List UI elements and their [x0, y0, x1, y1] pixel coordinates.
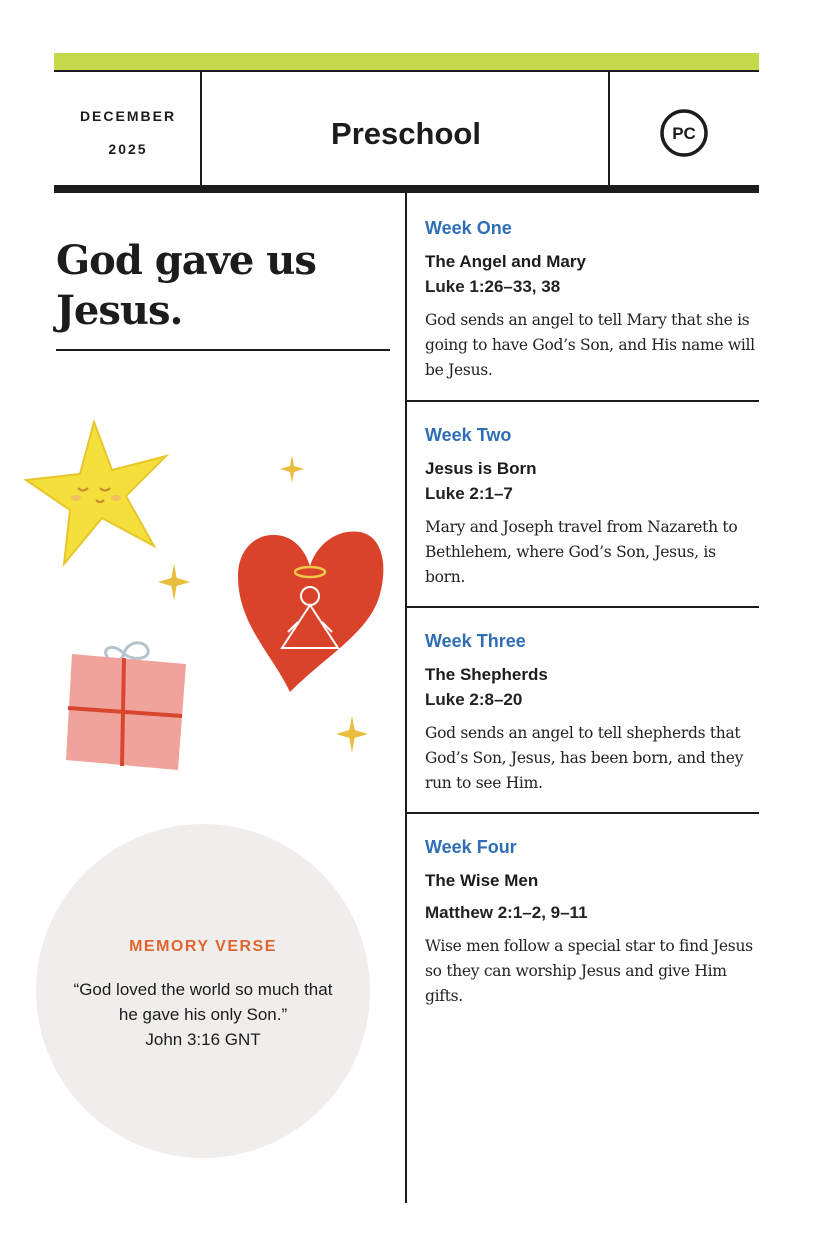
week-label: Week Four	[425, 837, 517, 857]
week-label: Week Three	[425, 631, 526, 651]
week-description: God sends an angel to tell shepherds that God’s Son, Jesus, has been born, and they run to see Him.	[425, 724, 744, 792]
header-rule	[54, 185, 759, 193]
week-title: Jesus is Born	[425, 459, 537, 478]
week-description: Wise men follow a special star to find Jesus so they can worship Jesus and give Him gifts.	[425, 937, 753, 1005]
memory-verse-quote: “God loved the world so much that he gave his only Son.”	[73, 980, 333, 1024]
week-label: Week One	[425, 218, 512, 238]
week-reference: Luke 2:1–7	[425, 484, 513, 503]
month: DECEMBER	[79, 108, 177, 124]
title-cell	[202, 72, 610, 186]
logo-text: PC	[672, 124, 696, 143]
smiling-star-icon	[24, 418, 170, 568]
page-headline: God gave us Jesus.	[56, 237, 316, 334]
week-reference: Luke 1:26–33, 38	[425, 277, 561, 296]
week-description: Mary and Joseph travel from Nazareth to Bethlehem, where God’s Son, Jesus, is born.	[425, 518, 738, 586]
pc-logo-icon	[659, 108, 709, 158]
sparkle-icon	[158, 562, 190, 602]
week-section	[407, 606, 759, 812]
week-title: The Angel and Mary	[425, 252, 586, 271]
week-reference: Luke 2:8–20	[425, 690, 523, 709]
heart-with-angel-icon	[232, 524, 388, 696]
week-section	[407, 193, 759, 400]
week-reference: Matthew 2:1–2, 9–11	[425, 903, 588, 922]
gift-box-icon	[62, 636, 190, 774]
week-title: The Shepherds	[425, 665, 548, 684]
headline-rule	[56, 349, 390, 351]
sparkle-icon	[280, 455, 304, 483]
date-cell	[54, 72, 202, 186]
memory-verse-label: MEMORY VERSE	[129, 938, 277, 955]
memory-verse-reference: John 3:16 GNT	[145, 1030, 261, 1049]
week-title: The Wise Men	[425, 871, 539, 890]
header	[54, 70, 759, 186]
year: 2025	[108, 141, 148, 157]
accent-bar	[54, 53, 759, 70]
week-section	[407, 400, 759, 606]
program-title: Preschool	[331, 116, 481, 151]
week-description: God sends an angel to tell Mary that she is going to have God’s Son, and His name will be Jesus.	[425, 311, 755, 379]
week-section	[407, 812, 759, 1062]
memory-verse-text	[66, 977, 340, 1052]
week-label: Week Two	[425, 425, 512, 445]
sparkle-icon	[336, 714, 368, 754]
